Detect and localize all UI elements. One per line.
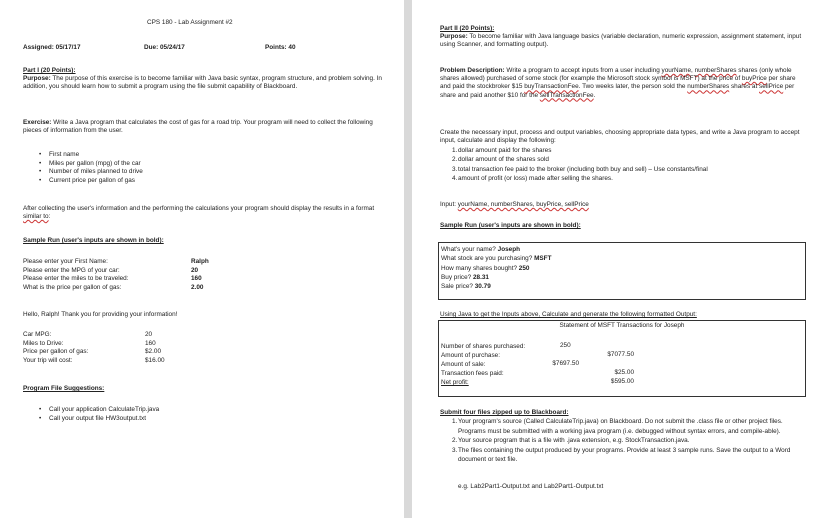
list-item: • Miles per gallon (mpg) of the car <box>23 160 143 169</box>
sample-line: What's your name? Joseph <box>441 246 521 253</box>
submit-heading: Submit four files zipped up to Blackboard: <box>440 409 569 416</box>
list-item: 3. The files containing the output produced by your programs. Provide at least 3 sample runs. Save the output to a Word document or text file. <box>452 446 791 463</box>
result-labels: Car MPG: Miles to Drive: Price per gallon of gas: Your trip will cost: <box>23 331 89 364</box>
list-item: • Call your output file HW3output.txt <box>23 415 159 424</box>
statement-fees: $25.00 <box>614 369 634 376</box>
submit-list <box>440 417 792 465</box>
statement-sale: $7697.50 <box>552 360 579 367</box>
points: Points: 40 <box>265 44 296 51</box>
list-item: 4. amount of profit (or loss) made after selling the shares. <box>452 174 613 182</box>
sample-line: How many shares bought? 250 <box>441 264 530 272</box>
info-list <box>23 151 143 185</box>
statement-purchase: $7077.50 <box>607 351 634 358</box>
list-item: 3. total transaction fee paid to the broker (including both buy and sell) – Use constants/final <box>452 165 708 173</box>
input-line: Input: yourName, numberShares, buyPrice, sellPrice <box>440 201 589 208</box>
part2-purpose: Purpose: To become familiar with Java language basics (variable declaration, numeric expression, assignment statement, input using Scanner, and formatting output). <box>440 33 802 49</box>
list-item: 1. dollar amount paid for the shares <box>452 147 552 154</box>
part1-heading: Part I (20 Points): <box>23 67 76 74</box>
after-paragraph: After collecting the user's information and the performing the calculations your program should display the results in a format similar to: <box>23 205 375 221</box>
part2-heading: Part II (20 Points): <box>440 25 495 32</box>
sample-run-heading: Sample Run (user's inputs are shown in bold): <box>440 222 581 229</box>
result-values: 20 160 $2.00 $16.00 <box>145 331 165 364</box>
statement-profit: $595.00 <box>610 378 634 385</box>
create-list <box>440 146 802 183</box>
create-paragraph: Create the necessary input, process and output variables, choosing appropriate data types, and write a Java program to accept input, calculate and display the following: <box>440 129 800 145</box>
sample-inputs: Ralph 20 160 2.00 <box>191 258 209 291</box>
statement-labels: Number of shares purchased: Amount of purchase: Amount of sale: Transaction fees paid: Net profit: <box>441 343 526 386</box>
assigned-date: Assigned: 05/17/17 <box>23 44 81 51</box>
sample-run-heading: Sample Run (user's inputs are shown in bold): <box>23 237 164 244</box>
sample-prompts: Please enter your First Name: Please enter the MPG of your car: Please enter the miles to be traveled: What is the price per gallon of gas: <box>23 258 129 291</box>
submit-example: e.g. Lab2Part1-Output.txt and Lab2Part1-Output.txt <box>458 483 604 490</box>
problem-description: Problem Description: Write a program to accept inputs from a user including yourName, numberShares shares (only whole shares allowed) purchased of some stock (for example the Microsoft stock symbol is MSFT) at the price of buyPrice per share and paid the stockbroker $15 buyTransactionFee. Two weeks later, the person sold the numberShares shares at sellPrice per share and paid another $10 for the sellTransactionFee. <box>440 67 796 99</box>
statement-title: Statement of MSFT Transactions for Joseph <box>559 322 685 329</box>
output-statement-box <box>438 320 806 397</box>
hello-line: Hello, Ralph! Thank you for providing your information! <box>23 311 178 318</box>
due-date: Due: 05/24/17 <box>144 44 185 51</box>
list-item: 2. Your source program that is a file with .java extension, e.g. StockTransaction.java. <box>452 437 690 444</box>
sample-line: Sale price? 30.79 <box>441 283 491 291</box>
sample-line: What stock are you purchasing? MSFT <box>441 255 552 263</box>
file-suggestions-list <box>23 406 159 423</box>
statement-shares: 250 <box>560 342 571 349</box>
list-item: • Number of miles planned to drive <box>23 168 143 177</box>
part1-purpose: Purpose: The purpose of this exercise is to become familiar with Java basic syntax, program structure, and problem solving. In addition, you should learn how to submit a program using the file submit capability of Blackboard. <box>23 75 382 91</box>
sample-line: Buy price? 28.31 <box>441 273 489 281</box>
doc-title: CPS 180 - Lab Assignment #2 <box>147 19 233 26</box>
left-page <box>0 0 404 518</box>
using-java-line: Using Java to get the Inputs above, Calculate and generate the following formatted Output: <box>440 311 697 318</box>
right-page <box>412 0 817 518</box>
file-suggestions-heading: Program File Suggestions: <box>23 385 105 392</box>
list-item: 2. dollar amount of the shares sold <box>452 156 549 164</box>
exercise-paragraph: Exercise: Write a Java program that calculates the cost of gas for a road trip. Your program will need to collect the following pieces of information from the user. <box>23 119 373 135</box>
list-item: • First name <box>23 151 143 160</box>
list-item: • Call your application CalculateTrip.java <box>23 406 159 415</box>
sample-run-box <box>438 242 806 300</box>
list-item: 1. Your program's source (Called CalculateTrip.java) on Blackboard. Do not submit the .class file or other project files. Programs must be submitted with a working java program (i.e. debugged without syntax errors, and compile-able). <box>452 418 783 435</box>
list-item: • Current price per gallon of gas <box>23 177 143 186</box>
